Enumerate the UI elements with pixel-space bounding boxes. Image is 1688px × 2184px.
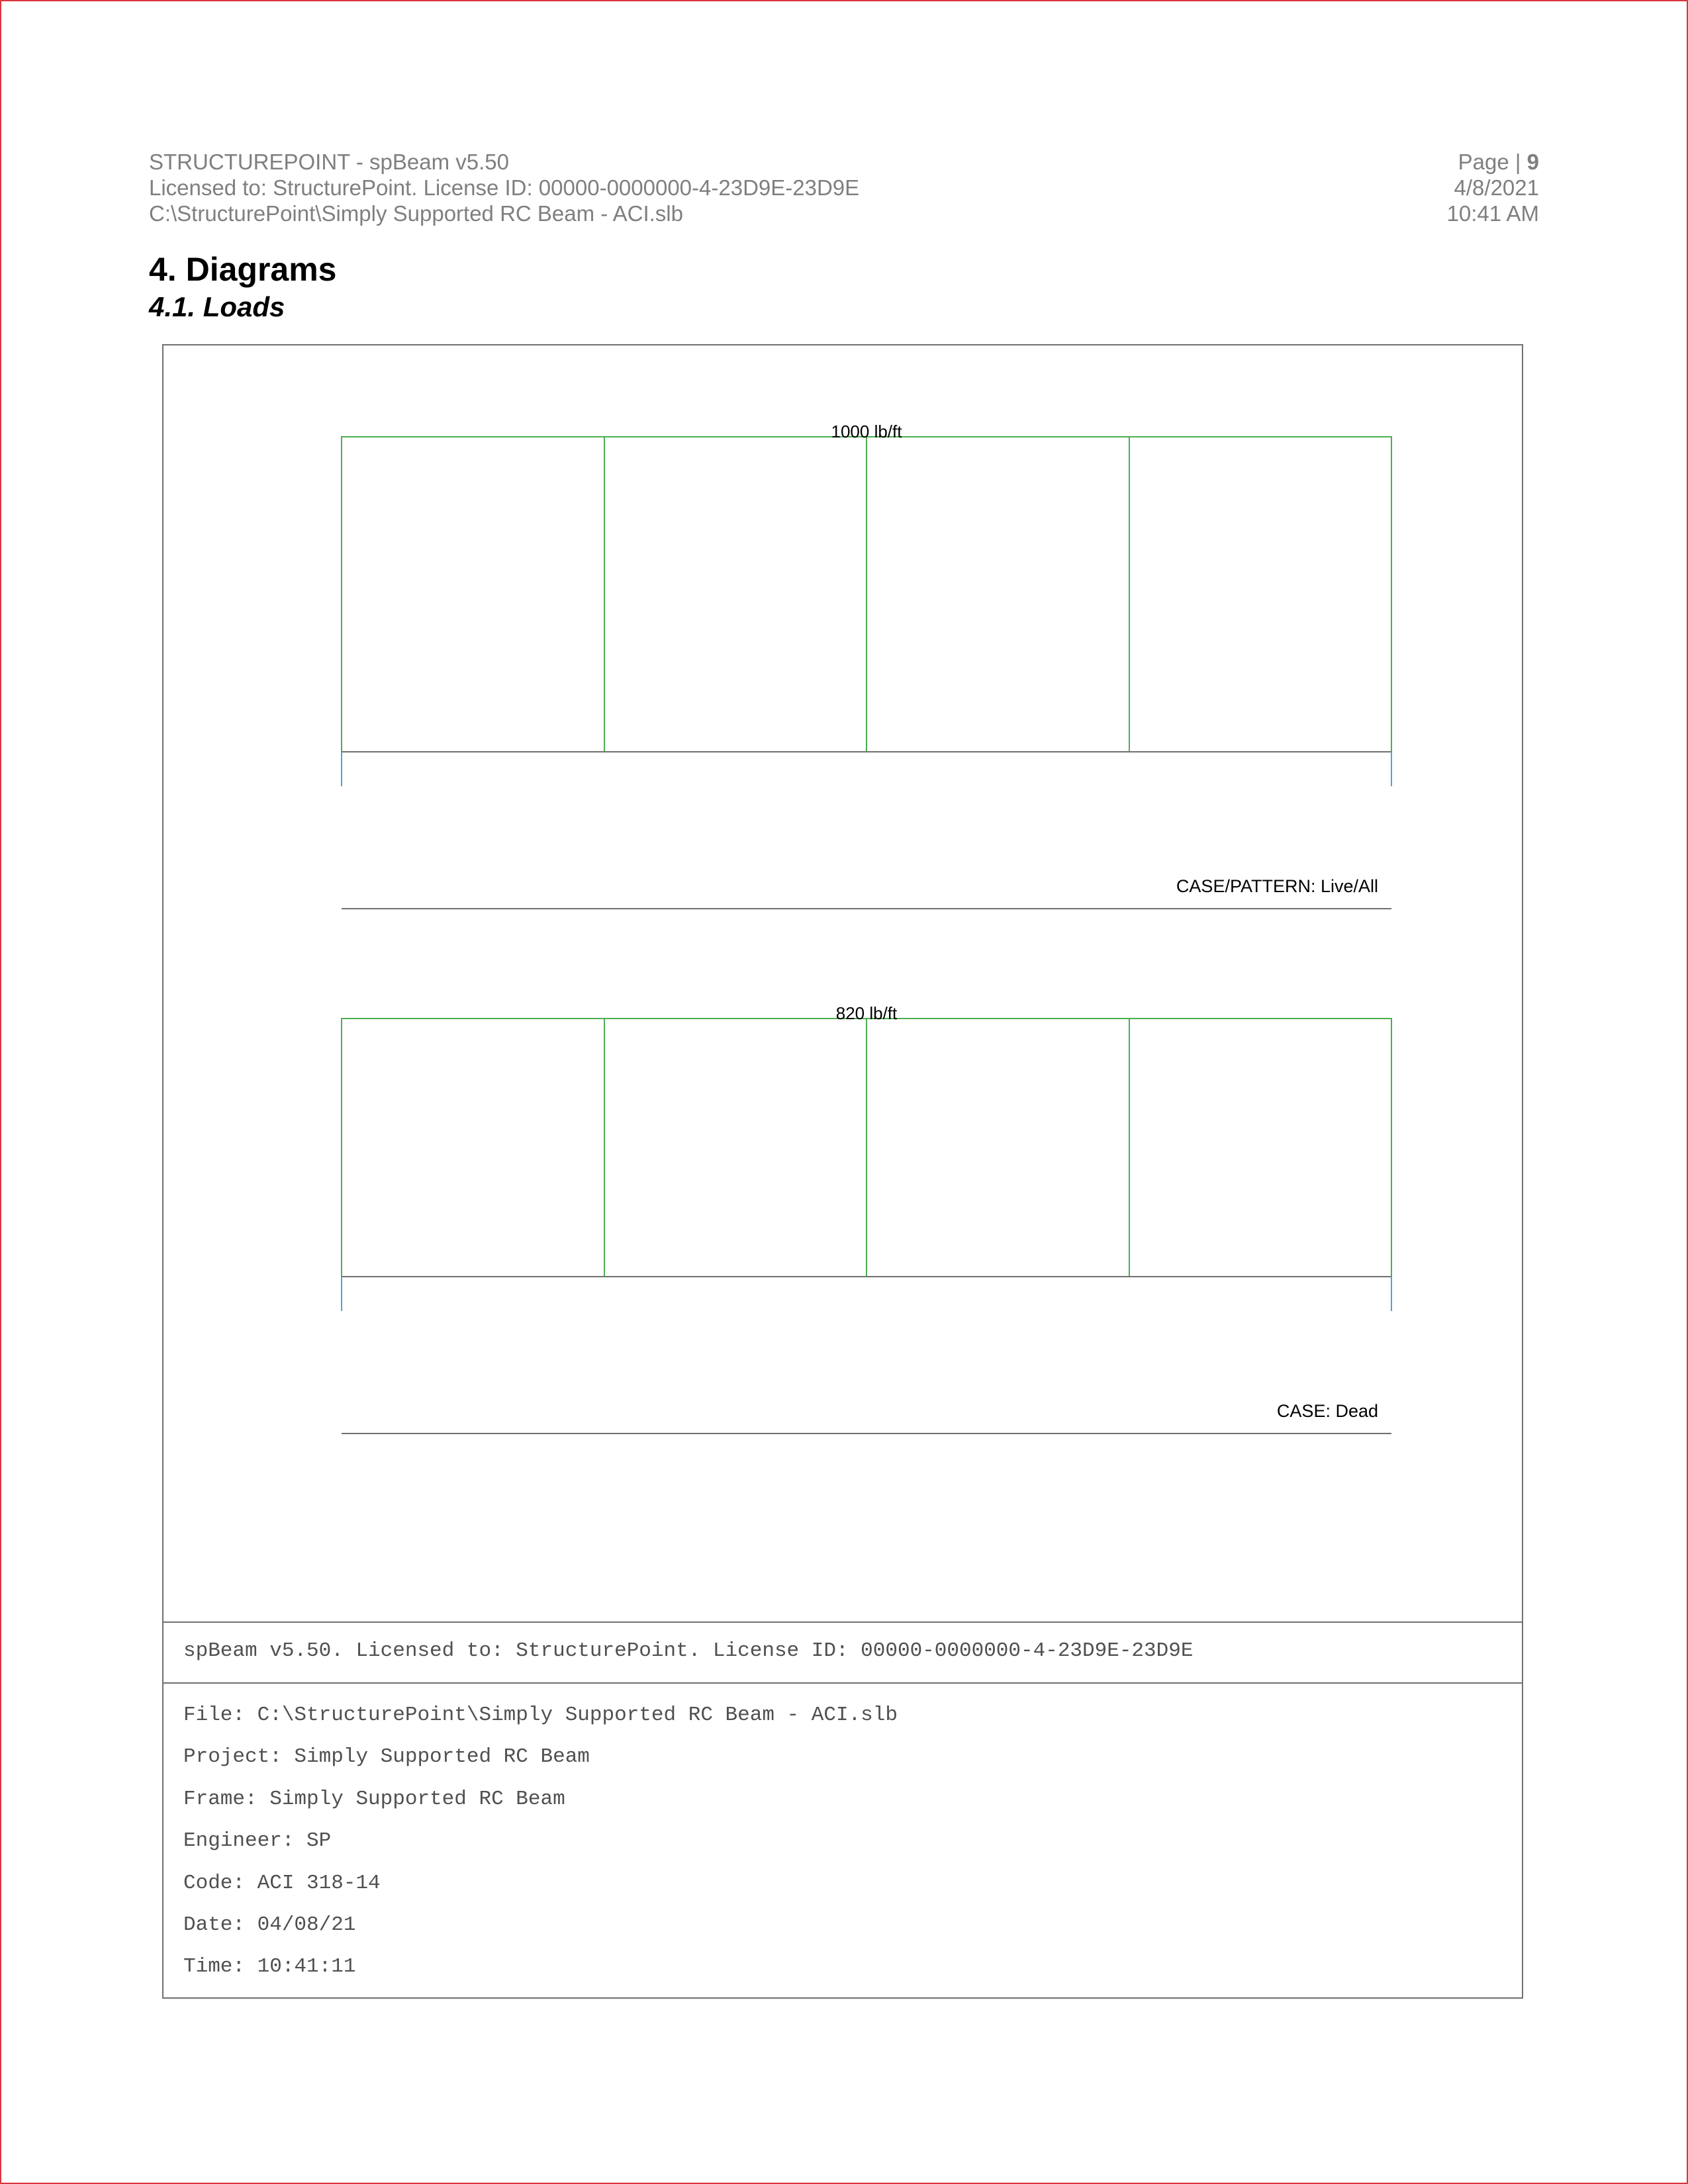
header-file-path: C:\StructurePoint\Simply Supported RC Beam - ACI.slb bbox=[149, 201, 683, 226]
header-product: STRUCTUREPOINT - spBeam v5.50 bbox=[149, 150, 510, 174]
load-label-dead: 820 lb/ft bbox=[835, 1003, 898, 1023]
header-page bbox=[1447, 149, 1539, 175]
subsection-title: 4.1. Loads bbox=[149, 291, 285, 322]
header-license: Licensed to: StructurePoint. License ID: 00000-0000000-4-23D9E-23D9E bbox=[149, 175, 860, 200]
meta-file: File: C:\StructurePoint\Simply Supported RC Beam - ACI.slb bbox=[183, 1704, 898, 1727]
diagram-frame bbox=[162, 344, 1523, 1999]
meta-code: Code: ACI 318-14 bbox=[183, 1871, 381, 1895]
license-line-box bbox=[164, 1621, 1522, 1684]
header-left bbox=[149, 149, 859, 226]
load-diagrams bbox=[164, 345, 1522, 1621]
meta-frame: Frame: Simply Supported RC Beam bbox=[183, 1787, 565, 1811]
meta-engineer: Engineer: SP bbox=[183, 1829, 332, 1853]
page-number: 9 bbox=[1526, 150, 1539, 174]
case-label-dead: CASE: Dead bbox=[1276, 1401, 1378, 1421]
diagram-dead bbox=[342, 1003, 1391, 1433]
page-label: Page | bbox=[1458, 150, 1527, 174]
case-label-live: CASE/PATTERN: Live/All bbox=[1176, 876, 1378, 896]
report-meta bbox=[183, 1704, 898, 1997]
diagram-live bbox=[342, 422, 1391, 909]
header-time: 10:41 AM bbox=[1446, 201, 1539, 226]
meta-time: Time: 10:41:11 bbox=[183, 1955, 356, 1979]
load-label-live: 1000 lb/ft bbox=[831, 422, 902, 441]
license-line: spBeam v5.50. Licensed to: StructurePoint. License ID: 00000-0000000-4-23D9E-23D9E bbox=[183, 1639, 1194, 1662]
header-right bbox=[1447, 149, 1539, 226]
section-title: 4. Diagrams bbox=[149, 251, 337, 288]
header-date: 4/8/2021 bbox=[1454, 175, 1539, 200]
meta-project: Project: Simply Supported RC Beam bbox=[183, 1745, 590, 1769]
meta-date: Date: 04/08/21 bbox=[183, 1913, 356, 1936]
